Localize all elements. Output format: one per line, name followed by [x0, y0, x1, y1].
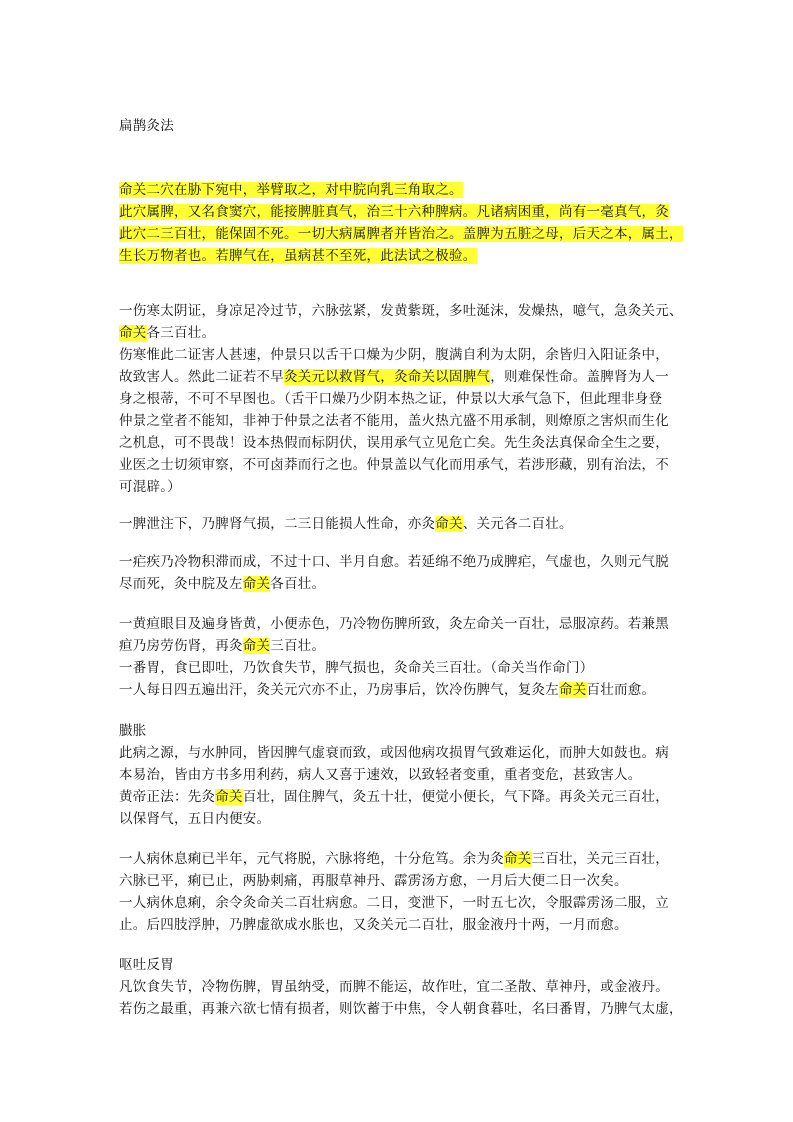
- paragraph-line: 故致害人。然此二证若不早灸关元以救肾气，灸命关以固脾气，则难保性命。盖脾肾为人一: [119, 369, 669, 385]
- section-heading: 臌胀: [119, 723, 147, 739]
- paragraph-line: 一脾泄注下，乃脾肾气损，二三日能损人性命，亦灸命关、关元各二百壮。: [119, 516, 573, 532]
- highlighted-text: 生长万物者也。若脾气在，虽病甚不至死，此法试之极验。: [119, 248, 477, 264]
- highlighted-text: 命关: [242, 576, 271, 592]
- paragraph-line: 本易治，皆由方书多用利药，病人又喜于速效，以致轻者变重，重者变危，甚致害人。: [119, 767, 642, 783]
- highlighted-text: 命关二穴在胁下宛中，举臂取之，对中脘向乳三角取之。: [119, 182, 463, 198]
- paragraph-line: 一番胃，食已即吐，乃饮食失节，脾气损也，灸命关三百壮。（命关当作命门）: [119, 660, 594, 676]
- paragraph-line: 业医之士切须审察，不可卤莽而行之也。仲景盖以气化而用承气，若涉形藏，别有治法，不: [119, 457, 669, 473]
- paragraph-line: 之机息，可不畏哉！设本热假而标阴伏，误用承气立见危亡矣。先生灸法真保命全生之要，: [119, 435, 669, 451]
- paragraph-line: 身之根蒂，不可不早图也。（舌干口燥乃少阴本热之证，仲景以大承气急下，但此理非身登: [119, 391, 663, 407]
- intro-line: [119, 201, 669, 223]
- highlighted-text: 命关: [504, 851, 532, 867]
- highlighted-text: 灸关元以救肾气，灸命关以固脾气: [284, 369, 491, 385]
- paragraph-line: 仲景之堂者不能知，非神于仲景之法者不能用，盖火热亢盛不用承制，则燎原之害炽而生化: [119, 413, 669, 429]
- paragraph-line: 一伤寒太阴证，身凉足冷过节，六脉弦紧，发黄紫斑，多吐涎沫，发燥热，噫气，急灸关元、: [119, 303, 683, 319]
- paragraph-line: 命关各三百壮。: [119, 325, 216, 341]
- paragraph-line: 尽而死，灸中脘及左命关各百壮。: [119, 576, 326, 592]
- highlighted-text: 命关: [119, 325, 147, 341]
- paragraph-line: 此病之源，与水肿同，皆因脾气虚衰而致，或因他病攻损胃气致难运化，而肿大如鼓也。病: [119, 745, 669, 761]
- highlighted-text: 此穴二三百壮，能保固不死。一切大病属脾者并皆治之。盖脾为五脏之母，后天之本，属土，: [119, 226, 683, 242]
- paragraph-line: 凡饮食失节，冷物伤脾，胃虽纳受，而脾不能运，故作吐，宜二圣散、草神丹，或金液丹。: [119, 979, 669, 995]
- paragraph-line: 伤寒惟此二证害人甚速，仲景只以舌干口燥为少阴，腹满自利为太阴，余皆归入阳证条中，: [119, 347, 669, 363]
- document-title: 扁鹊灸法: [119, 118, 174, 134]
- paragraph-line: 一黄疸眼目及遍身皆黄，小便赤色，乃冷物伤脾所致，灸左命关一百壮，忌服凉药。若兼黑: [119, 616, 669, 632]
- paragraph-line: 一人每日四五遍出汗，灸关元穴亦不止，乃房事后，饮冷伤脾气，复灸左命关百壮而愈。: [119, 682, 656, 698]
- paragraph-line: 一人病休息痢，余令灸命关二百壮病愈。二日，变泄下，一时五七次，令服霹雳汤二服，立: [119, 895, 669, 911]
- paragraph-line: 可混辟。）: [119, 479, 181, 495]
- highlighted-text: 命关: [435, 516, 463, 532]
- paragraph-line: 六脉已平，痢已止，两胁刺痛，再服草神丹、霹雳汤方愈，一月后大便二日一次矣。: [119, 873, 628, 889]
- intro-line: [119, 223, 683, 245]
- paragraph-line: 以保肾气，五日内便安。: [119, 811, 271, 827]
- paragraph-line: 黄帝正法：先灸命关百壮，固住脾气，灸五十壮，便觉小便长，气下降。再灸关元三百壮，: [119, 789, 669, 805]
- paragraph-line: 止。后四肢浮肿，乃脾虚欲成水胀也，又灸关元二百壮，服金液丹十两，一月而愈。: [119, 917, 628, 933]
- section-heading: 呕吐反胃: [119, 957, 174, 973]
- highlighted-text: 命关: [242, 638, 271, 654]
- paragraph-line: 一疟疾乃冷物积滞而成，不过十口、半月自愈。若延绵不绝乃成脾疟，气虚也，久则元气脱: [119, 554, 669, 570]
- paragraph-line: 疸乃房劳伤肾，再灸命关三百壮。: [119, 638, 326, 654]
- paragraph-line: 一人病休息痢已半年，元气将脱，六脉将绝，十分危笃。余为灸命关三百壮，关元三百壮，: [119, 851, 669, 867]
- paragraph-line: 若伤之最重，再兼六欲七情有损者，则饮蓄于中焦，令人朝食暮吐，名曰番胃，乃脾气太虚，: [119, 1001, 683, 1017]
- highlighted-text: 命关: [215, 789, 243, 805]
- highlighted-text: 命关: [559, 682, 587, 698]
- highlighted-text: 此穴属脾，又名食窦穴，能接脾脏真气，治三十六种脾病。凡诸病困重，尚有一毫真气，灸: [119, 204, 669, 220]
- intro-line: [119, 245, 477, 267]
- intro-line: [119, 179, 463, 201]
